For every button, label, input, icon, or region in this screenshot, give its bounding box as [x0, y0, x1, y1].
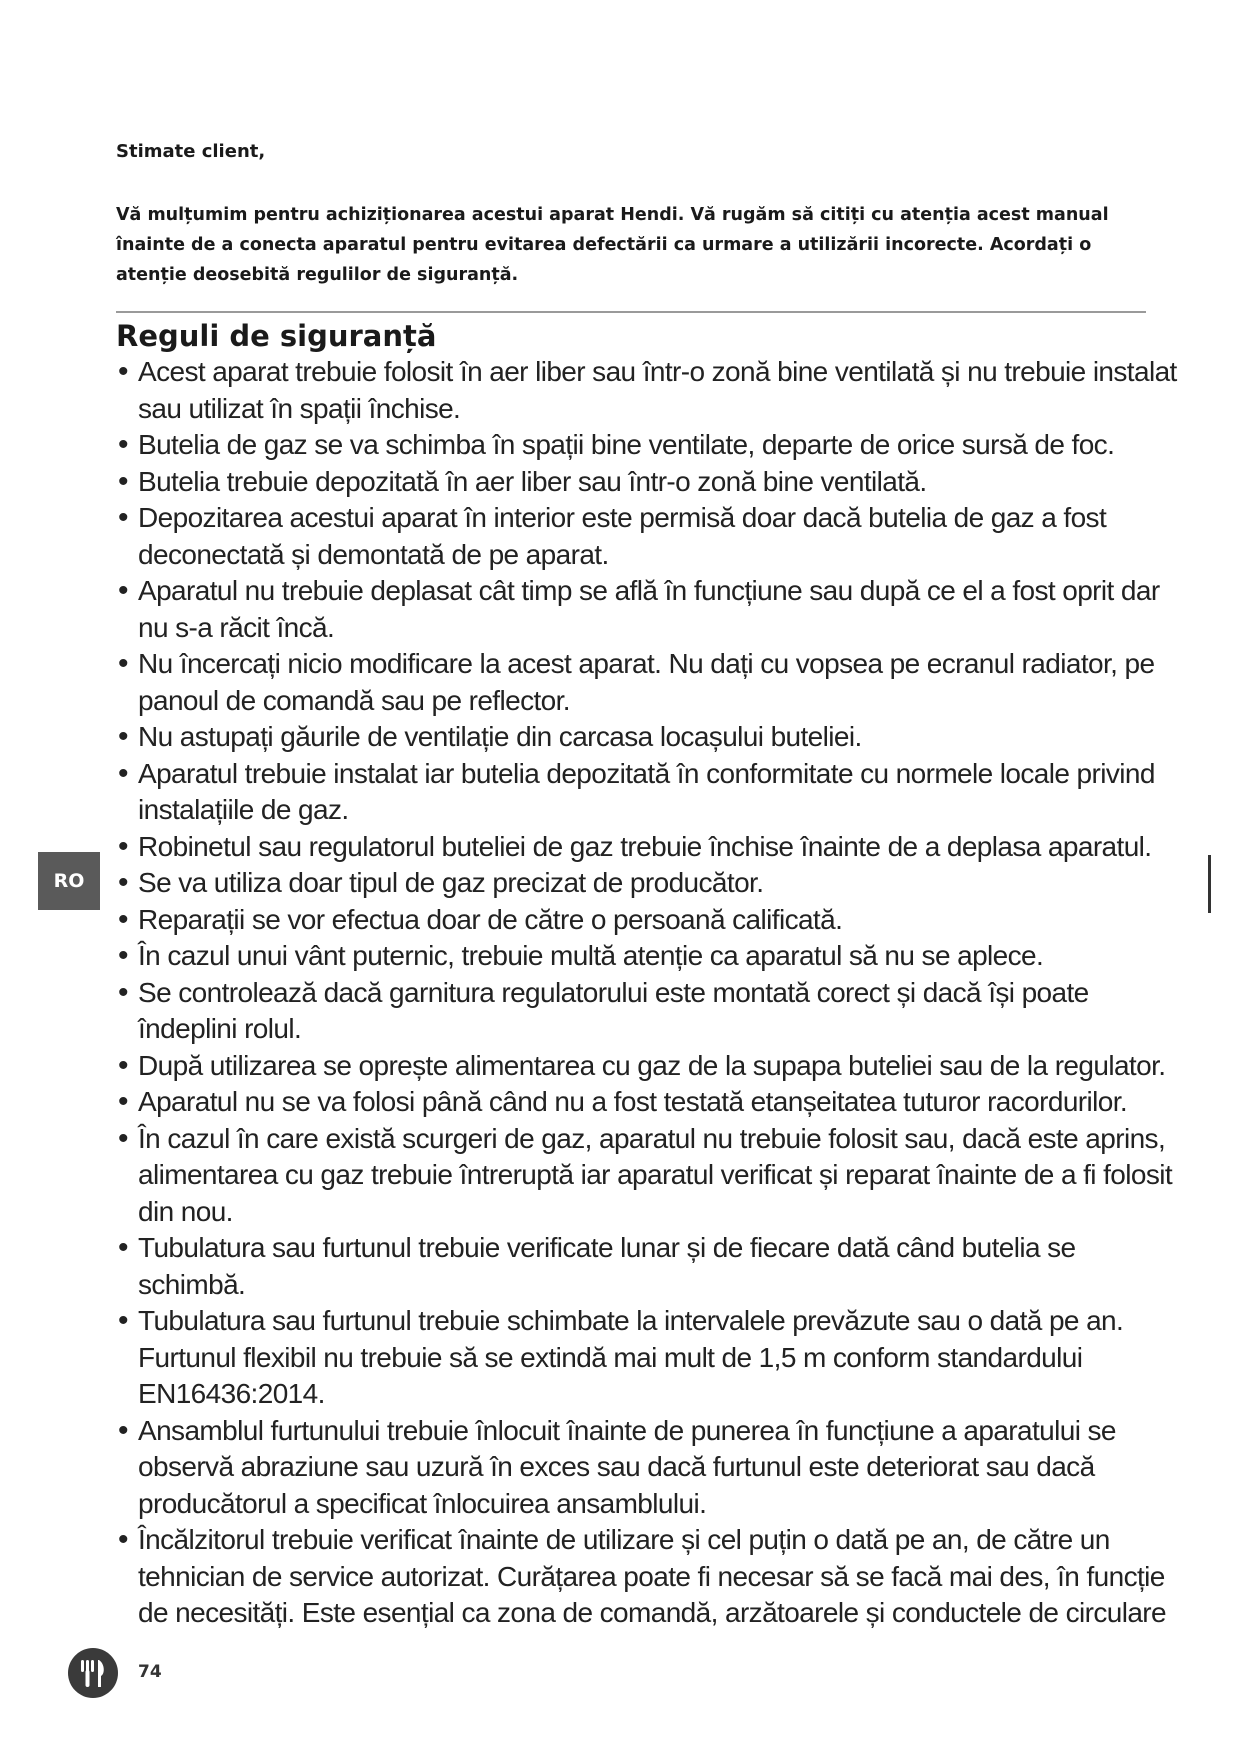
list-item: • Încălzitorul trebuie verificat înainte de utilizare și cel puțin o dată pe an, de către un tehnician de service autorizat. Curățarea poate fi necesar să se facă mai des, în funcție de necesități. Este esențial ca zona de comandă, arzătoarele și conductele de circulare — [116, 1522, 1178, 1632]
list-item: • Robinetul sau regulatorul buteliei de gaz trebuie închise înainte de a deplasa aparatul. — [116, 829, 1178, 866]
list-item: • În cazul unui vânt puternic, trebuie multă atenție ca aparatul să nu se aplece. — [116, 938, 1178, 975]
intro-paragraph: Vă mulțumim pentru achiziționarea acestui aparat Hendi. Vă rugăm să citiți cu atenția acest manual înainte de a conecta aparatul pentru evitarea defectării ca urmare a utilizării incorecte. Acordați o atenție deosebită regulilor de siguranță. — [116, 205, 1109, 285]
list-item: • După utilizarea se oprește alimentarea cu gaz de la supapa buteliei sau de la regulator. — [116, 1048, 1178, 1085]
list-item: • Tubulatura sau furtunul trebuie schimbate la intervalele prevăzute sau o dată pe an. Furtunul flexibil nu trebuie să se extindă mai mult de 1,5 m conform standardului EN16436:2014. — [116, 1303, 1178, 1413]
list-item: • Depozitarea acestui aparat în interior este permisă doar dacă butelia de gaz a fost deconectată și demontată de pe aparat. — [116, 500, 1178, 573]
list-item: • Reparații se vor efectua doar de către o persoană calificată. — [116, 902, 1178, 939]
list-item: • Butelia de gaz se va schimba în spații bine ventilate, departe de orice sursă de foc. — [116, 427, 1178, 464]
page-number: 74 — [138, 1662, 162, 1682]
list-item: • Tubulatura sau furtunul trebuie verificate lunar și de fiecare dată când butelia se schimbă. — [116, 1230, 1178, 1303]
list-item: • Acest aparat trebuie folosit în aer liber sau într-o zonă bine ventilată și nu trebuie instalat sau utilizat în spații închise. — [116, 354, 1178, 427]
hendi-fork-knife-logo-icon — [68, 1648, 118, 1698]
list-item: • Ansamblul furtunului trebuie înlocuit înainte de punerea în funcțiune a aparatului se observă abraziune sau uzură în exces sau dacă furtunul este deteriorat sau dacă producătorul a specificat înlocuirea ansamblului. — [116, 1413, 1178, 1523]
section-divider — [116, 311, 1146, 313]
greeting: Stimate client, — [116, 141, 266, 162]
list-item: • Aparatul nu trebuie deplasat cât timp se află în funcțiune sau după ce el a fost oprit dar nu s-a răcit încă. — [116, 573, 1178, 646]
list-item: • Nu astupați găurile de ventilație din carcasa locașului buteliei. — [116, 719, 1178, 756]
safety-rules-list — [116, 354, 1178, 1632]
list-item: • Se va utiliza doar tipul de gaz precizat de producător. — [116, 865, 1178, 902]
list-item: • Se controlează dacă garnitura regulatorului este montată corect și dacă își poate îndeplini rolul. — [116, 975, 1178, 1048]
list-item: • Butelia trebuie depozitată în aer liber sau într-o zonă bine ventilată. — [116, 464, 1178, 501]
cutlery-icon — [68, 1648, 118, 1698]
list-item: • Aparatul trebuie instalat iar butelia depozitată în conformitate cu normele locale privind instalațiile de gaz. — [116, 756, 1178, 829]
list-item: • Nu încercați nicio modificare la acest aparat. Nu dați cu vopsea pe ecranul radiator, pe panoul de comandă sau pe reflector. — [116, 646, 1178, 719]
language-tab: RO — [38, 852, 100, 910]
section-title: Reguli de siguranță — [116, 319, 437, 353]
list-item: • Aparatul nu se va folosi până când nu a fost testată etanșeitatea tuturor racordurilor. — [116, 1084, 1178, 1121]
margin-marker — [1208, 855, 1211, 913]
list-item: • În cazul în care există scurgeri de gaz, aparatul nu trebuie folosit sau, dacă este aprins, alimentarea cu gaz trebuie întreruptă iar aparatul verificat și reparat înainte de a fi folosit din nou. — [116, 1121, 1178, 1231]
